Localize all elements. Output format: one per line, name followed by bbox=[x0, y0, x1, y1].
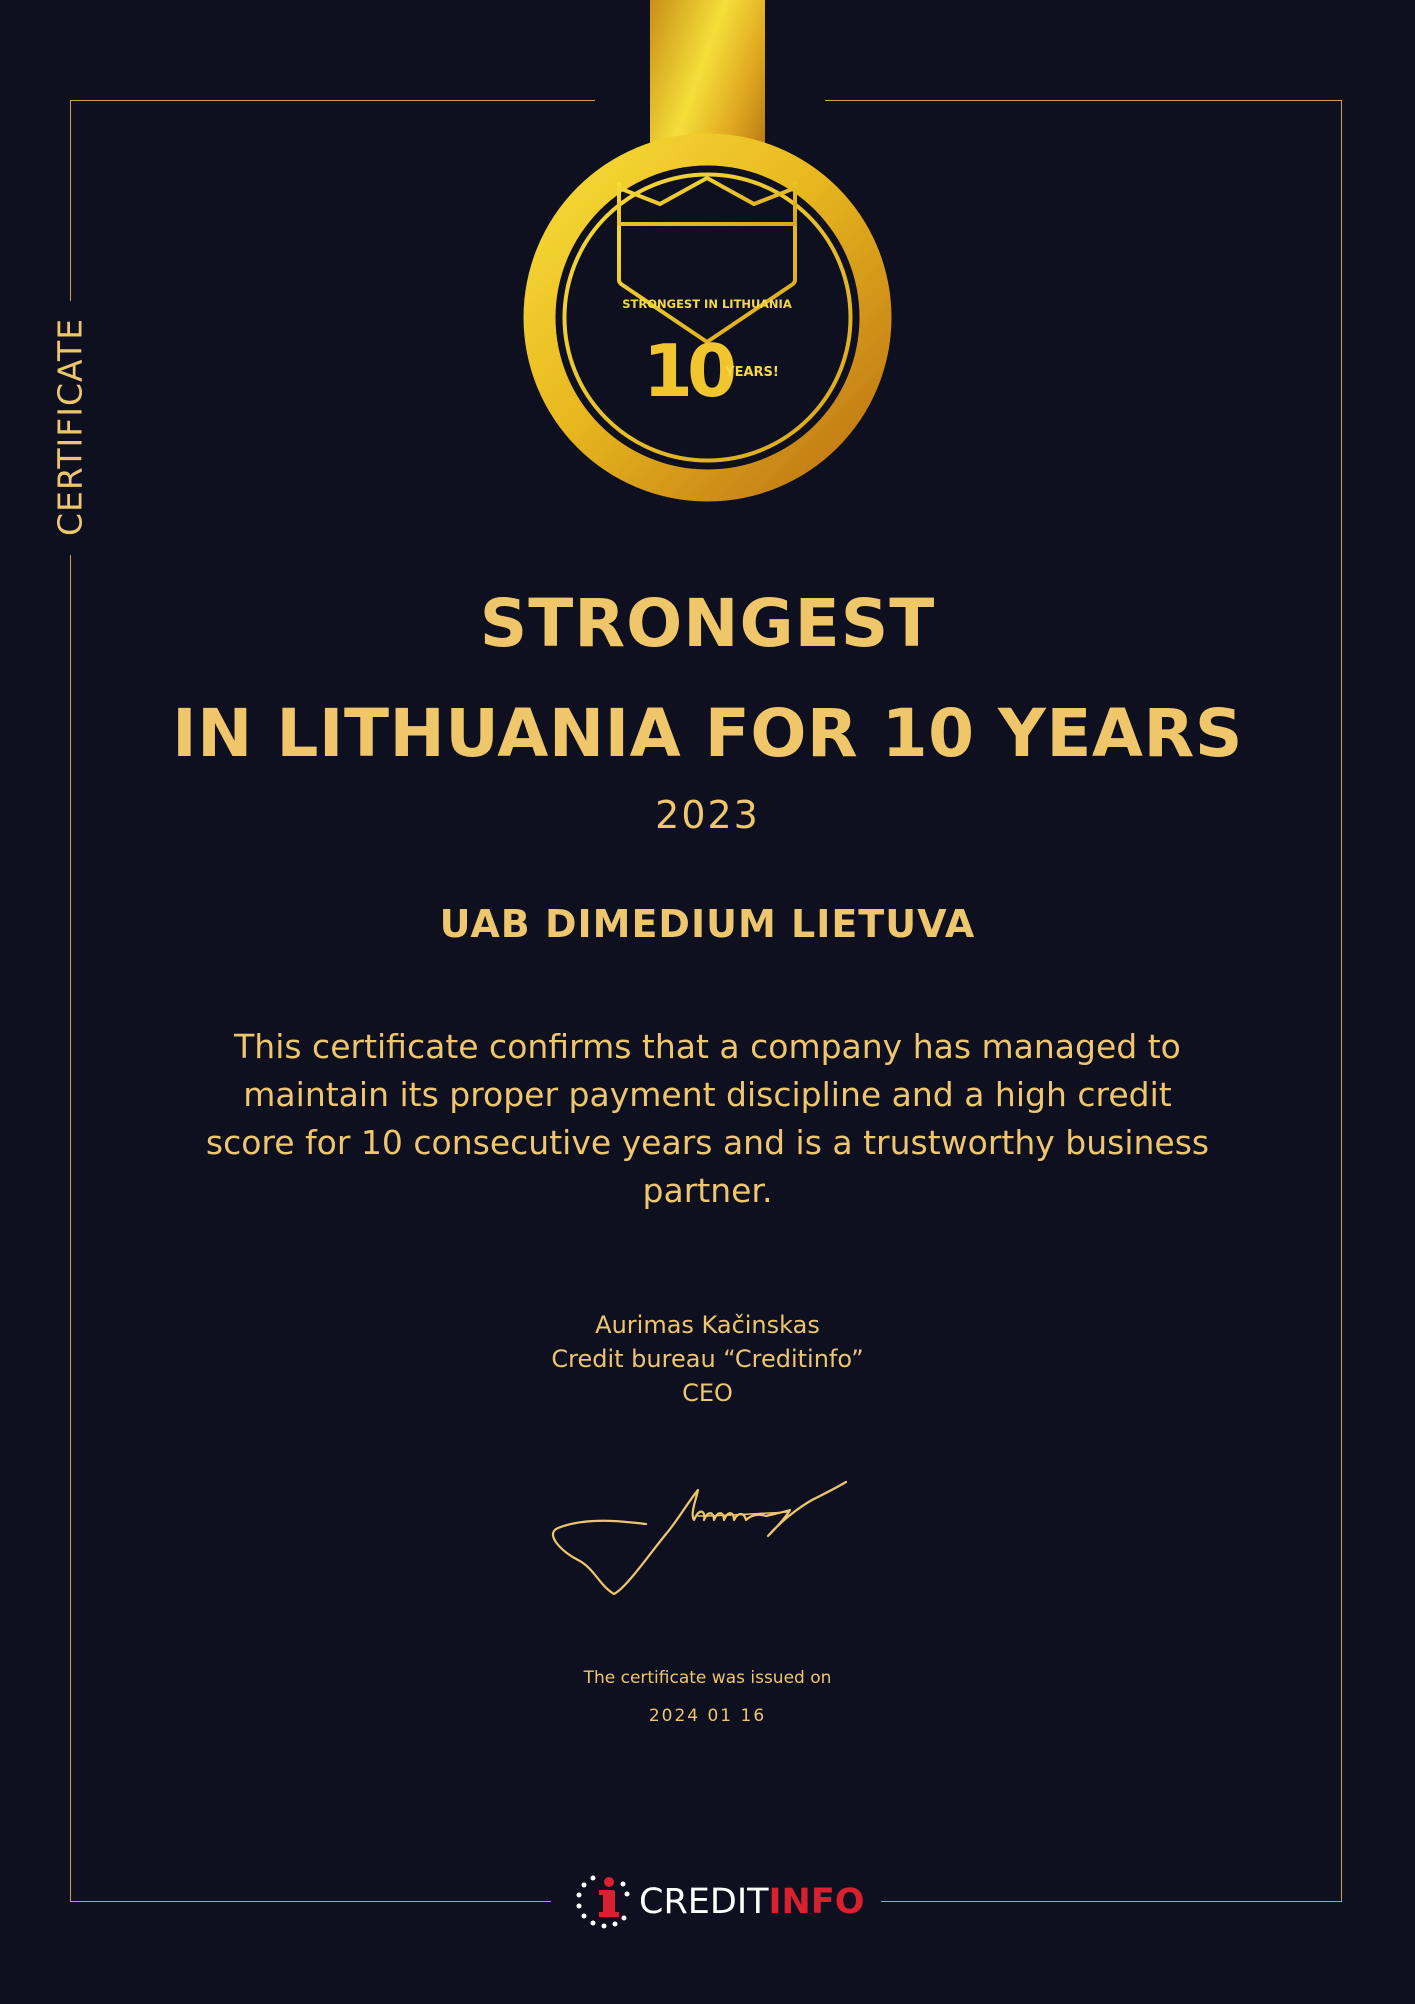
signer-block bbox=[0, 1308, 1415, 1410]
logo-text-info: INFO bbox=[768, 1882, 865, 1922]
medal-badge-icon bbox=[522, 132, 893, 503]
creditinfo-logo bbox=[573, 1872, 865, 1932]
company-name: UAB DIMEDIUM LIETUVA bbox=[439, 902, 976, 946]
creditinfo-logo-icon bbox=[573, 1872, 631, 1932]
creditinfo-logo-text bbox=[639, 1882, 865, 1922]
certificate-title-line1: STRONGEST bbox=[479, 585, 936, 662]
side-certificate-label: CERTIFICATE bbox=[50, 317, 90, 537]
medal-number: 10 bbox=[642, 329, 732, 413]
certificate-description: This certificate confirms that a company has managed to maintain its proper payment discipline and a high credit score for 10 consecutive years and is a trustworthy business partner. bbox=[205, 1027, 1210, 1210]
certificate-year: 2023 bbox=[655, 793, 760, 837]
signer-organization: Credit bureau “Creditinfo” bbox=[551, 1345, 864, 1373]
signer-name: Aurimas Kačinskas bbox=[595, 1311, 820, 1339]
logo-text-credit: CREDIT bbox=[639, 1882, 769, 1922]
signer-role: CEO bbox=[682, 1379, 733, 1407]
issued-date: 2024 01 16 bbox=[648, 1706, 767, 1726]
handwritten-signature bbox=[548, 1476, 868, 1606]
medal-bottom-text: YEARS! bbox=[725, 365, 779, 380]
medal-ribbon bbox=[650, 0, 765, 150]
certificate-title-line2: IN LITHUANIA FOR 10 YEARS bbox=[172, 695, 1243, 772]
issued-label: The certificate was issued on bbox=[583, 1668, 832, 1688]
medal-top-text: STRONGEST IN LITHUANIA bbox=[622, 297, 792, 311]
